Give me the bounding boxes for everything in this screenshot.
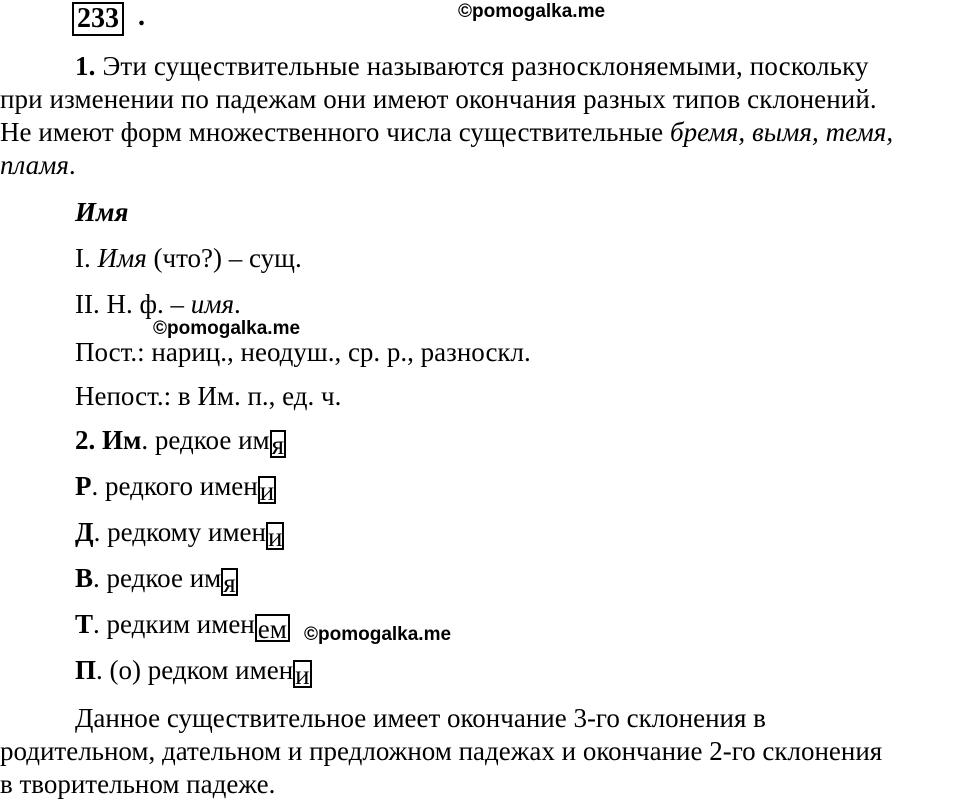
- declension-row-nominative: 2. Им. редкое имя: [75, 425, 285, 460]
- intro-lead: 1.: [75, 51, 96, 81]
- intro-example-last: пламя: [0, 150, 69, 180]
- parse-step-1: I. Имя (что?) – сущ.: [75, 243, 302, 273]
- conclusion-paragraph: [0, 702, 958, 801]
- ending-box: и: [267, 522, 283, 552]
- ending-box: и: [295, 660, 310, 690]
- conclusion-line-1: Данное существительное имеет окончание 3-го склонения в: [75, 703, 766, 733]
- parse-step-3: Пост.: нариц., неодуш., ср. р., разноскл.: [75, 337, 531, 367]
- watermark-mid: ©pomogalka.me: [153, 318, 301, 339]
- watermark-row: ©pomogalka.me: [304, 624, 452, 645]
- ending-box: я: [223, 568, 236, 598]
- conclusion-line-2: родительном, дательном и предложном падежах и окончание 2-го склонения: [0, 736, 883, 766]
- exercise-number: 233: [72, 2, 124, 36]
- intro-line-3: Не имеют форм множественного числа существительные: [0, 117, 670, 147]
- intro-examples: бремя, вымя, темя,: [669, 117, 894, 147]
- intro-line-1: Эти существительные называются разносклоняемыми, поскольку: [95, 51, 869, 81]
- declension-row-prepositional: П. (о) редком имени: [75, 655, 310, 690]
- conclusion-line-3: в творительном падеже.: [0, 769, 276, 799]
- declension-row-accusative: В. редкое имя: [75, 563, 236, 598]
- declension-row-genitive: Р. редкого имени: [75, 471, 275, 506]
- parse-step-4: Непост.: в Им. п., ед. ч.: [75, 381, 342, 411]
- declension-row-dative: Д. редкому имени: [75, 517, 283, 552]
- watermark-top: ©pomogalka.me: [458, 1, 606, 22]
- parse-step-2: II. Н. ф. – имя.: [75, 289, 241, 319]
- exercise-number-dot: .: [138, 1, 145, 32]
- ending-box: я: [271, 430, 285, 460]
- intro-period: .: [68, 150, 76, 180]
- ending-box: ем: [255, 614, 290, 642]
- intro-paragraph: [0, 50, 958, 182]
- declension-row-instrumental: Т. редким имен ем: [75, 608, 290, 642]
- word-heading: Имя: [75, 197, 129, 227]
- ending-box: и: [259, 476, 275, 506]
- intro-line-2: при изменении по падежам они имеют окончания разных типов склонений.: [0, 84, 877, 114]
